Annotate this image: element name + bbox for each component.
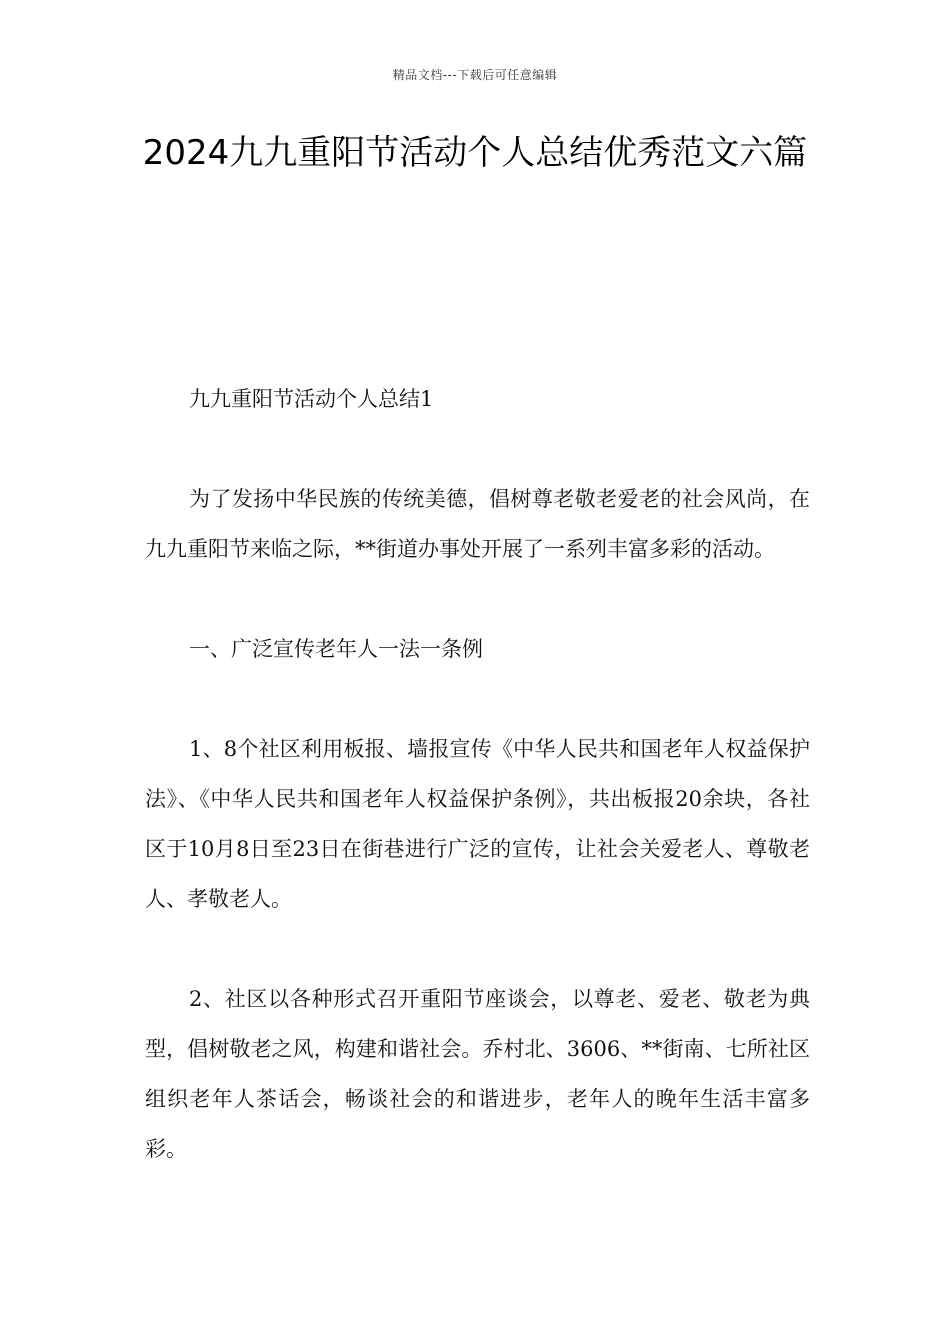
section-heading-publicity: 一、广泛宣传老年人一法一条例 — [189, 637, 483, 661]
section-heading-summary-1: 九九重阳节活动个人总结1 — [189, 387, 434, 411]
intro-paragraph: 为了发扬中华民族的传统美德，倡树尊老敬老爱老的社会风尚，在九九重阳节来临之际，**街道办事处开展了一系列丰富多彩的活动。 — [145, 487, 810, 561]
item-paragraph-2: 2、社区以各种形式召开重阳节座谈会，以尊老、爱老、敬老为典型，倡树敬老之风，构建和谐社会。乔村北、3606、**街南、七所社区组织老年人茶话会，畅谈社会的和谐进步，老年人的晚年生活丰富多彩。 — [145, 987, 810, 1161]
document-title: 2024九九重阳节活动个人总结优秀范文六篇 — [142, 133, 808, 173]
item-paragraph-1: 1、8个社区利用板报、墙报宣传《中华人民共和国老年人权益保护法》、《中华人民共和国老年人权益保护条例》，共出板报20余块，各社区于10月8日至23日在街巷进行广泛的宣传，让社会关爱老人、尊敬老人、孝敬老人。 — [145, 737, 810, 911]
document-body — [145, 374, 810, 1174]
page-header: 精品文档---下载后可任意编辑 — [392, 68, 558, 82]
